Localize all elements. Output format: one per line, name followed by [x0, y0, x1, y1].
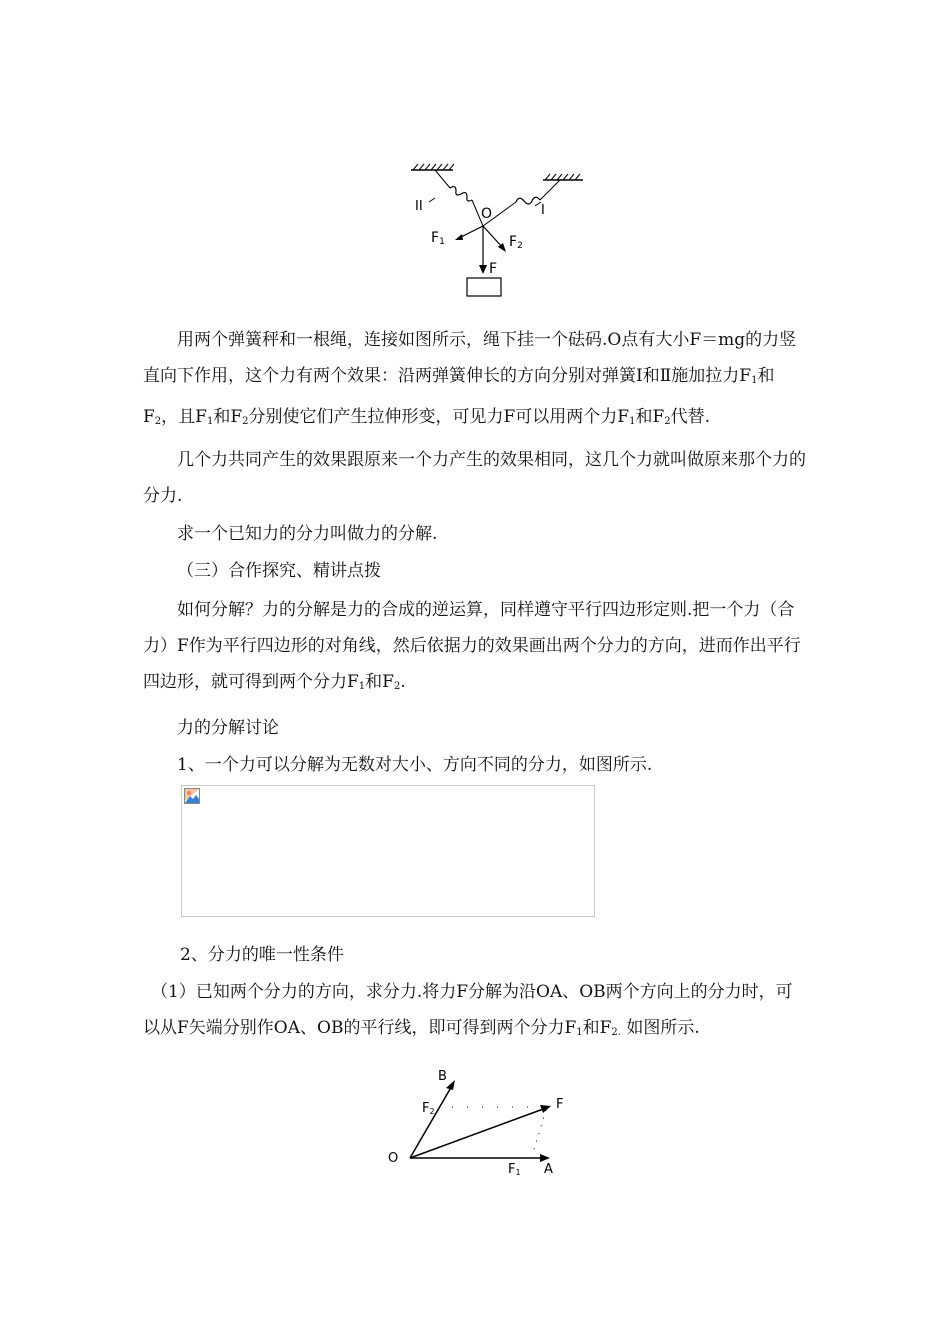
label-II: II	[415, 199, 423, 214]
label-A: A	[544, 1162, 553, 1177]
paragraph-component-force-definition: 几个力共同产生的效果跟原来一个力产生的效果相同，这几个力就叫做原来那个力的分力.	[143, 450, 806, 506]
paragraph-how-to-decompose: 如何分解？力的分解是力的合成的逆运算，同样遵守平行四边形定则.把一个力（合力）F作为平行四边形的对角线，然后依据力的效果画出两个分力的方向，进而作出平行四边形，就可得到两个分力$F_1$和$F_2$.	[143, 600, 801, 692]
parallelogram-figure	[380, 1062, 580, 1182]
svg-text:F2	[509, 234, 523, 251]
spring-force-figure	[395, 150, 595, 300]
label-F2: F	[422, 1101, 430, 1116]
label-F2-sub: 2	[429, 1107, 435, 1116]
item-2: 2、分力的唯一性条件	[180, 945, 344, 965]
svg-text:F1	[431, 230, 445, 247]
label-F1-sub: 1	[439, 237, 445, 247]
label-F2: F	[509, 234, 518, 250]
svg-text:F1	[508, 1162, 521, 1177]
section-heading-cooperative-inquiry: （三）合作探究、精讲点拨	[177, 561, 381, 581]
paragraph-decomposition-definition: 求一个已知力的分力叫做力的分解.	[177, 524, 438, 544]
label-F1: F	[508, 1162, 516, 1177]
label-F2-sub: 2	[517, 241, 523, 251]
broken-image-icon	[184, 788, 200, 804]
heading-decomposition-discussion: 力的分解讨论	[177, 718, 279, 738]
label-B: B	[438, 1069, 447, 1084]
item-1: 1、一个力可以分解为无数对大小、方向不同的分力，如图所示.	[177, 755, 653, 775]
label-O: O	[481, 206, 493, 222]
paragraph-known-directions: （1）已知两个分力的方向，求分力.将力F分解为沿OA、OB两个方向上的分力时，可以从F矢端分别作OA、OB的平行线，即可得到两个分力$F_1$和$F_{2.}$ 如图所示.	[143, 982, 793, 1038]
broken-image-placeholder	[181, 785, 595, 917]
label-I: I	[541, 203, 545, 218]
label-F: F	[556, 1097, 564, 1112]
paragraph-spring-example: 用两个弹簧秤和一根绳，连接如图所示，绳下挂一个砝码.O点有大小F＝mg的力竖直向下作用，这个力有两个效果：沿两弹簧伸长的方向分别对弹簧Ⅰ和Ⅱ施加拉力$F_1$和$F_2$，且$F_1$和$F_2$分别使它们产生拉伸形变，可见力F可以用两个力$F_1$和$F_2$代替.	[143, 330, 797, 427]
label-O: O	[388, 1151, 399, 1166]
label-F: F	[489, 261, 498, 277]
label-F1-sub: 1	[515, 1168, 521, 1177]
label-F1: F	[431, 230, 440, 246]
svg-text:F2	[422, 1101, 435, 1116]
